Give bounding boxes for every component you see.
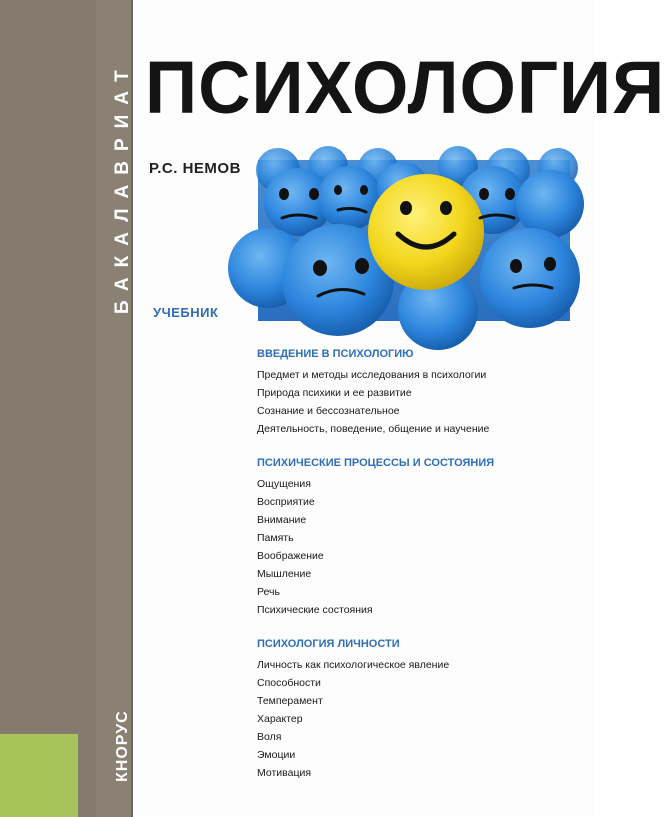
toc-item: Эмоции	[257, 749, 296, 761]
book-title: ПСИХОЛОГИЯ	[145, 46, 665, 129]
toc-section-heading: ПСИХОЛОГИЯ ЛИЧНОСТИ	[257, 638, 400, 650]
spine-green-block	[0, 734, 78, 817]
spine-band	[0, 0, 96, 817]
toc-item: Мотивация	[257, 767, 312, 779]
toc-item: Личность как психологическое явление	[257, 659, 450, 671]
toc-item: Природа психики и ее развитие	[257, 387, 412, 399]
toc-item: Психические состояния	[257, 604, 373, 616]
smiley-balls-image	[258, 160, 570, 321]
toc-item: Деятельность, поведение, общение и научение	[257, 423, 490, 435]
publisher-logo: КНОРУС	[114, 710, 131, 782]
toc-section	[257, 455, 577, 619]
toc-item: Воля	[257, 731, 282, 743]
toc-item: Речь	[257, 586, 280, 598]
book-type-label: УЧЕБНИК	[153, 305, 219, 320]
toc-item: Память	[257, 532, 294, 544]
toc-item: Мышление	[257, 568, 312, 580]
toc-item: Характер	[257, 713, 303, 725]
toc-item: Способности	[257, 677, 321, 689]
toc-item: Сознание и бессознательное	[257, 405, 400, 417]
table-of-contents	[257, 346, 577, 799]
toc-item: Внимание	[257, 514, 307, 526]
series-label: БАКАЛАВРИАТ	[112, 60, 133, 314]
toc-item: Предмет и методы исследования в психологии	[257, 369, 487, 381]
author-name: Р.С. НЕМОВ	[149, 160, 241, 177]
toc-item: Темперамент	[257, 695, 323, 707]
toc-section-heading: ВВЕДЕНИЕ В ПСИХОЛОГИЮ	[257, 348, 414, 360]
toc-section	[257, 636, 577, 782]
toc-section-heading: ПСИХИЧЕСКИЕ ПРОЦЕССЫ И СОСТОЯНИЯ	[257, 457, 495, 469]
toc-item: Ощущения	[257, 478, 311, 490]
toc-item: Воображение	[257, 550, 324, 562]
cover-photo	[258, 160, 570, 321]
toc-item: Восприятие	[257, 496, 315, 508]
toc-section	[257, 346, 577, 438]
